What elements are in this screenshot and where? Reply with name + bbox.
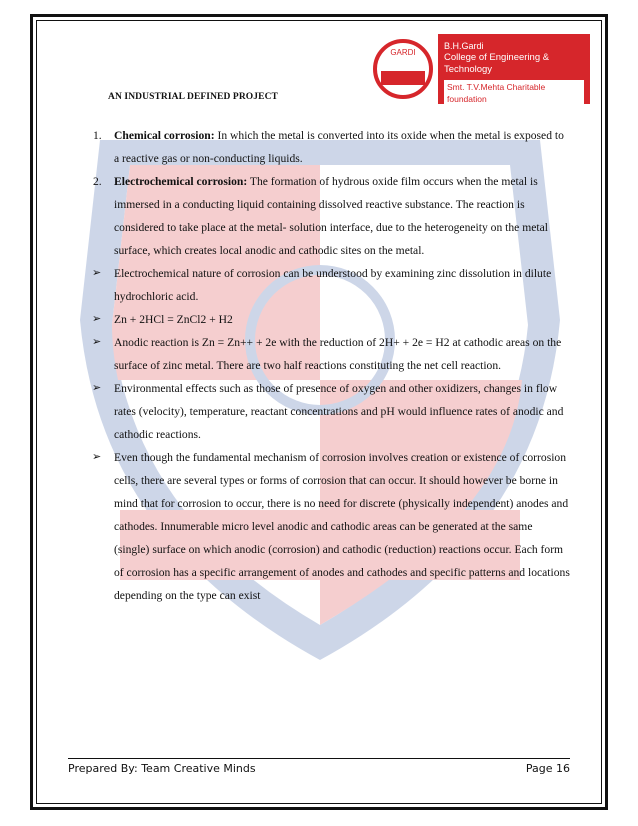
numbered-item-1 (90, 124, 570, 170)
bullet-item (90, 308, 570, 331)
page-number: Page 16 (525, 762, 570, 775)
college-emblem-icon (368, 34, 438, 104)
bullet-text: Zn + 2HCl = ZnCl2 + H2 (114, 313, 233, 326)
logo-line-3: Smt. T.V.Mehta Charitable foundation (444, 80, 584, 106)
logo-text-block (438, 34, 590, 104)
college-logo (368, 34, 590, 104)
item-text: In which the metal is converted into its oxide when the metal is exposed to a reactive gas or non-conducting liquids. (114, 129, 564, 165)
arrow-bullet-icon: ➢ (92, 382, 102, 394)
bullet-text: Environmental effects such as those of presence of oxygen and other oxidizers, changes in flow rates (velocity), temperature, reactant concentrations and pH would influence rates of anodic and cathodic reactions. (114, 382, 564, 441)
item-term: Electrochemical corrosion: (114, 175, 248, 188)
logo-line-1: B.H.Gardi (444, 41, 484, 51)
numbered-item-2 (90, 170, 570, 262)
bullet-text: Anodic reaction is Zn = Zn++ + 2e with the reduction of 2H+ + 2e = H2 at cathodic areas on the surface of zinc metal. There are two half reactions constituting the net cell reaction. (114, 336, 562, 372)
footer-divider (68, 758, 570, 759)
bullet-item (90, 377, 570, 446)
logo-line-2: College of Engineering & Technology (444, 52, 550, 75)
item-number: 2. (93, 175, 102, 188)
bullet-item (90, 331, 570, 377)
item-term: Chemical corrosion: (114, 129, 215, 142)
logo-badge-text: GARDI (390, 48, 416, 57)
bullet-text: Electrochemical nature of corrosion can be understood by examining zinc dissolution in dilute hydrochloric acid. (114, 267, 552, 303)
item-text: The formation of hydrous oxide film occurs when the metal is immersed in a conducting liquid containing dissolved reactive substance. The reaction is considered to take place at the metal- solution interface, due to the heterogeneity on the metal surface, which creates local anodic and cathodic sites on the metal. (114, 175, 548, 257)
arrow-bullet-icon: ➢ (92, 267, 102, 279)
footer-credit: Prepared By: Team Creative Minds (68, 762, 256, 775)
arrow-bullet-icon: ➢ (92, 451, 102, 463)
header-title: AN INDUSTRIAL DEFINED PROJECT (108, 92, 278, 102)
arrow-bullet-icon: ➢ (92, 336, 102, 348)
item-number: 1. (93, 129, 102, 142)
arrow-bullet-icon: ➢ (92, 313, 102, 325)
bullet-item (90, 446, 570, 607)
document-body (90, 124, 570, 607)
bullet-item (90, 262, 570, 308)
bullet-text: Even though the fundamental mechanism of corrosion involves creation or existence of corrosion cells, there are several types or forms of corrosion that can occur. It should however be borne in mind that for corrosion to occur, there is no need for discrete (physically independent) anodes and cathodes. Innumerable micro level anodic and cathodic areas can be generated at the same (single) surface on which anodic (corrosion) and cathodic (reduction) reactions occur. Each form of corrosion has a specific arrangement of anodes and cathodes and specific patterns and locations depending on the type can exist (114, 451, 570, 602)
